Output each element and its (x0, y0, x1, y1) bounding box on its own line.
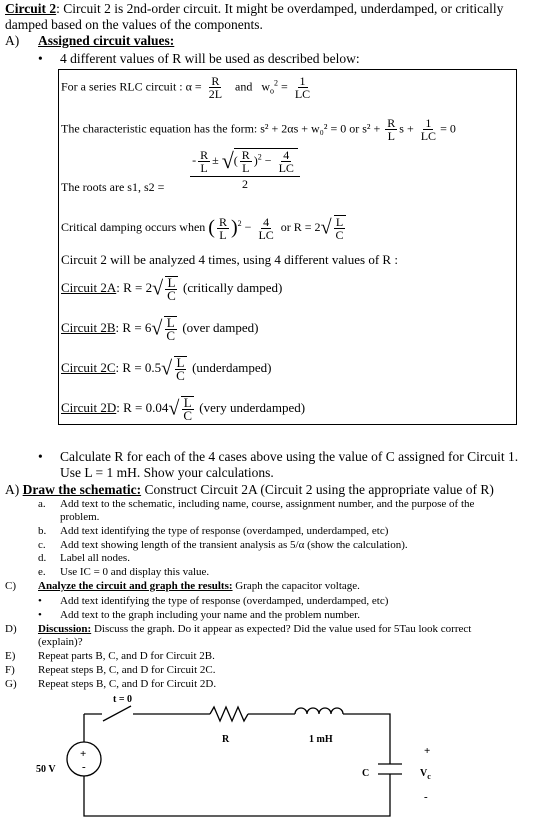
draw-item-e: e. (38, 566, 46, 578)
section-a-title: Assigned circuit values: (38, 33, 175, 48)
draw-item-a-text: Add text to the schematic, including name, course, assignment number, and the purpose of the (60, 498, 475, 510)
section-e-letter: E) (5, 650, 16, 662)
r-over-2l: $\frac{R}{2L}$ (208, 74, 223, 101)
section-c-letter: C) (5, 580, 16, 592)
vc-minus: - (424, 791, 428, 803)
section-d: Discussion: Discuss the graph. Do it appear as expected? Did the value used for 5Tau look correct (38, 623, 472, 635)
capacitor-label: C (362, 768, 370, 779)
circuit-title: Circuit 2 (5, 1, 57, 16)
case-2c: Circuit 2C: R = 0.5√ $\frac{L}{C}$ (underdamped) (61, 355, 272, 383)
vc-plus: + (424, 745, 431, 757)
switch-label: t = 0 (113, 694, 133, 705)
draw-item-a-text2: problem. (60, 511, 100, 523)
draw-item-b-text: Add text identifying the type of response (overdamped, underdamped, etc) (60, 525, 389, 537)
section-g-letter: G) (5, 678, 17, 690)
source-plus: + (80, 748, 87, 760)
switch-blade (103, 706, 131, 721)
section-a-letter: A) (5, 33, 20, 48)
case-2b: Circuit 2B: R = 6√ $\frac{L}{C}$ (over damped) (61, 315, 259, 343)
section-e: Repeat parts B, C, and D for Circuit 2B. (38, 650, 215, 662)
bullet-calculate-r-line2: Use L = 1 mH. Show your calculations. (60, 465, 274, 480)
section-f: Repeat steps B, C, and D for Circuit 2C. (38, 664, 216, 676)
critical-damping-line: Critical damping occurs when ( $\frac{R}{L}$ )$^2$ − $\frac{4}{LC}$ or R = 2√ $\frac{L}{C}$ (61, 214, 344, 242)
resistor (210, 707, 248, 721)
intro-line-2: damped based on the values of the components. (5, 17, 263, 32)
draw-item-d: d. (38, 552, 47, 564)
inductor-label: 1 mH (309, 734, 333, 745)
section-d-letter: D) (5, 623, 17, 635)
case-2a: Circuit 2A: R = 2√ $\frac{L}{C}$ (critically damped) (61, 275, 283, 303)
wire-bottom (84, 774, 390, 816)
draw-item-b: b. (38, 525, 47, 537)
section-c: Analyze the circuit and graph the results: Graph the capacitor voltage. (38, 580, 360, 592)
roots-formula: - $\frac{R}{L}$ ± √( $\frac{R}{L}$ )$^2$ − $\frac{4}{LC}$ 2 (190, 148, 300, 192)
analyzed-line: Circuit 2 will be analyzed 4 times, using 4 different values of R : (61, 252, 398, 267)
rlc-schematic (0, 690, 548, 836)
vc-label: $V_c$ (420, 768, 431, 781)
inductor (295, 708, 343, 714)
bullet-calculate-r: • Calculate R for each of the 4 cases above using the value of C assigned for Circuit 1. (60, 449, 518, 464)
section-d-line2: (explain)? (38, 636, 83, 648)
case-2d: Circuit 2D: R = 0.04√ $\frac{L}{C}$ (very underdamped) (61, 395, 306, 423)
source-minus: - (82, 761, 86, 773)
section-c-bullet-2: • Add text to the graph including your name and the problem number. (60, 609, 360, 622)
resistor-label: R (222, 734, 230, 745)
intro-line-1: Circuit 2: Circuit 2 is 2nd-order circuit. It might be overdamped, underdamped, or critically (5, 1, 504, 16)
draw-item-d-text: Label all nodes. (60, 552, 130, 564)
series-rlc-line: For a series RLC circuit : α = $\frac{R}{2L}$ and $w_o^2$ = $\frac{1}{LC}$ (61, 74, 311, 101)
draw-item-c-text: Add text showing length of the transient analysis as 5/α (show the calculation). (60, 539, 408, 551)
draw-item-c: c. (38, 539, 46, 551)
characteristic-equation-line: The characteristic equation has the form: s² + 2αs + w₀² = 0 or s² + $\frac{R}{L}$ s + $\frac{1}{LC}$ = 0 (61, 116, 456, 143)
draw-item-a: a. (38, 498, 46, 510)
section-f-letter: F) (5, 664, 15, 676)
section-g: Repeat steps B, C, and D for Circuit 2D. (38, 678, 217, 690)
section-draw: A) Draw the schematic: Construct Circuit 2A (Circuit 2 using the appropriate value of R) (5, 482, 494, 497)
section-c-bullet-1: • Add text identifying the type of response (overdamped, underdamped, etc) (60, 595, 388, 608)
one-over-lc: $\frac{1}{LC}$ (294, 74, 311, 101)
source-label: 50 V (36, 764, 56, 775)
bullet-4-values: • 4 different values of R will be used as described below: (60, 51, 360, 66)
roots-label: The roots are s1, s2 = (61, 180, 165, 194)
draw-item-e-text: Use IC = 0 and display this value. (60, 566, 210, 578)
wire-to-capacitor (343, 714, 390, 764)
